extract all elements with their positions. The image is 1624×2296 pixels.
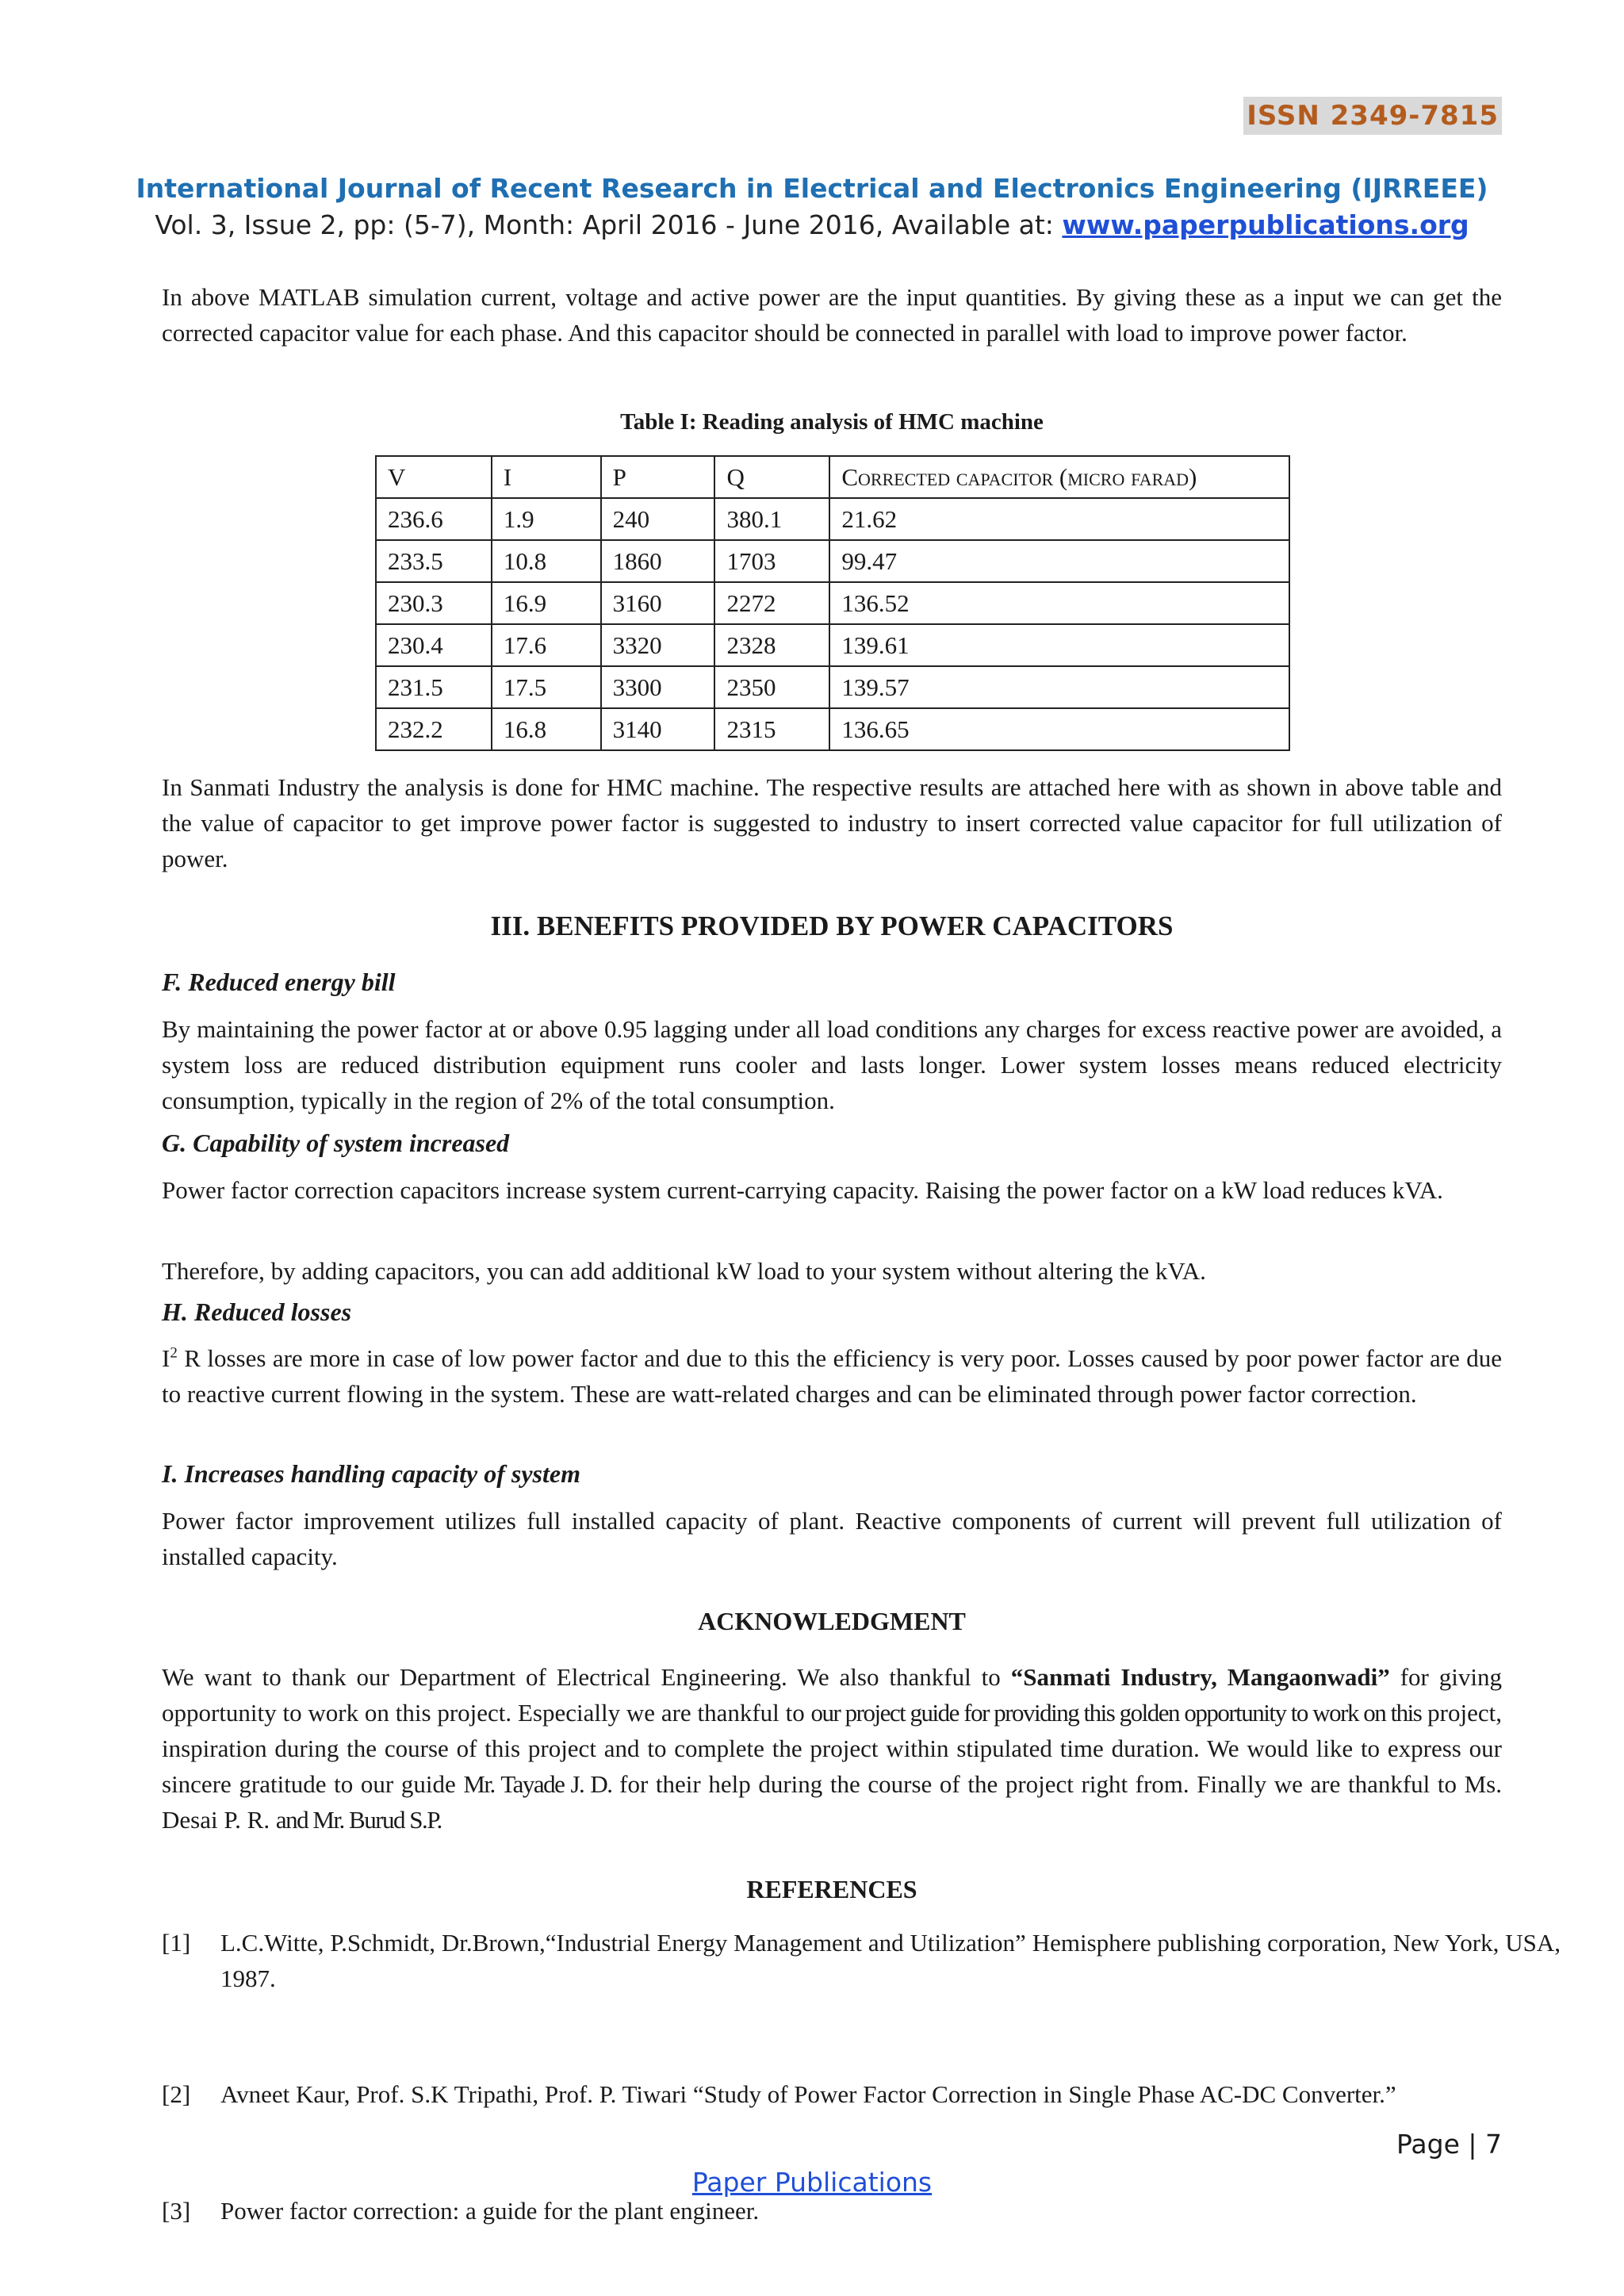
header-q: Q — [714, 456, 829, 498]
website-link[interactable]: www.paperpublications.org — [1062, 209, 1469, 240]
header-corrected-capacitor: Corrected capacitor (micro farad) — [829, 456, 1289, 498]
ack-part-2: for giving opportunity to work on this project. Especially we are thankful to — [162, 1663, 1502, 1727]
subsection-g-heading: G. Capability of system increased — [162, 1129, 510, 1157]
subsection-i-heading: I. Increases handling capacity of system — [162, 1459, 580, 1488]
reading-table — [375, 455, 1290, 751]
ack-part-4: for their help during the course of the project right from. Finally we are thankful to Ms. Desai P. R. — [162, 1770, 1502, 1834]
section-title: III. BENEFITS PROVIDED BY POWER CAPACITORS — [490, 910, 1174, 941]
reference-text: L.C.Witte, P.Schmidt, Dr.Brown,“Industrial Energy Management and Utilization” Hemisphere publishing corporation, New York, USA, 1987. — [220, 1929, 1561, 1992]
ack-part-1: We want to thank our Department of Electrical Engineering. We also thankful to — [162, 1663, 1011, 1691]
ack-names: and Mr. Burud S.P. — [275, 1806, 442, 1834]
volume-text: Vol. 3, Issue 2, pp: (5-7), Month: April 2016 - June 2016, Available at: — [155, 209, 1063, 240]
cell-v: 230.4 — [376, 624, 492, 666]
cell-i: 17.6 — [492, 624, 601, 666]
cell-q: 2350 — [714, 666, 829, 708]
table-row — [376, 666, 1289, 708]
cell-capacitor: 21.62 — [829, 498, 1289, 540]
reference-item — [162, 2193, 1561, 2229]
header-i: I — [492, 456, 601, 498]
cell-p: 3300 — [601, 666, 715, 708]
cell-i: 10.8 — [492, 540, 601, 582]
subsection-h-heading: H. Reduced losses — [162, 1297, 352, 1326]
cell-v: 230.3 — [376, 582, 492, 624]
cell-v: 232.2 — [376, 708, 492, 750]
after-table-paragraph: In Sanmati Industry the analysis is done for HMC machine. The respective results are attached here with as shown in above table and the value of capacitor to get improve power factor is suggested to industry to insert corrected value capacitor for full utilization of power. — [162, 773, 1502, 872]
table-row — [376, 624, 1289, 666]
intro-paragraph: In above MATLAB simulation current, voltage and active power are the input quantities. By giving these as a input we can get the corrected capacitor value for each phase. And this capacitor should be connected in parallel with load to improve power factor. — [162, 283, 1502, 347]
subsection-i-text: Power factor improvement utilizes full installed capacity of plant. Reactive components of current will prevent full utilization of installed capacity. — [162, 1507, 1502, 1570]
table-row — [376, 708, 1289, 750]
references-heading: REFERENCES — [746, 1875, 917, 1903]
cell-capacitor: 139.61 — [829, 624, 1289, 666]
page-number: Page | 7 — [1396, 2129, 1502, 2160]
reference-number: [1] — [162, 1929, 191, 1957]
cell-v: 236.6 — [376, 498, 492, 540]
cell-i: 16.8 — [492, 708, 601, 750]
cell-q: 2328 — [714, 624, 829, 666]
subsection-f-text: By maintaining the power factor at or above 0.95 lagging under all load conditions any charges for excess reactive power are avoided, a system loss are reduced distribution equipment runs cooler and lasts longer. Lower system losses means reduced electricity consumption, typically in the region of 2% of the total consumption. — [162, 1015, 1502, 1114]
cell-capacitor: 136.65 — [829, 708, 1289, 750]
cell-p: 240 — [601, 498, 715, 540]
table-row — [376, 498, 1289, 540]
ack-guide-name: Mr. Tayade J. D. — [463, 1770, 612, 1798]
subsection-f-heading: F. Reduced energy bill — [162, 968, 396, 996]
reference-text: Power factor correction: a guide for the plant engineer. — [220, 2197, 760, 2225]
cell-p: 1860 — [601, 540, 715, 582]
cell-v: 233.5 — [376, 540, 492, 582]
header-v: V — [376, 456, 492, 498]
cell-i: 17.5 — [492, 666, 601, 708]
reference-text: Avneet Kaur, Prof. S.K Tripathi, Prof. P. Tiwari “Study of Power Factor Correction in Single Phase AC-DC Converter.” — [220, 2080, 1396, 2108]
table-caption: Table I: Reading analysis of HMC machine — [620, 409, 1044, 435]
publisher-link[interactable]: Paper Publications — [691, 2167, 933, 2198]
reference-number: [3] — [162, 2197, 191, 2225]
acknowledgment-text — [162, 1659, 1502, 1838]
cell-q: 1703 — [714, 540, 829, 582]
cell-p: 3160 — [601, 582, 715, 624]
i-letter: I — [162, 1344, 170, 1372]
ack-guide-phrase: our project guide for providing this golden opportunity to work on this — [810, 1699, 1422, 1727]
reference-item — [162, 2076, 1561, 2112]
cell-capacitor: 136.52 — [829, 582, 1289, 624]
cell-capacitor: 99.47 — [829, 540, 1289, 582]
cell-i: 16.9 — [492, 582, 601, 624]
acknowledgment-heading: ACKNOWLEDGMENT — [698, 1607, 966, 1635]
cell-q: 2272 — [714, 582, 829, 624]
cell-capacitor: 139.57 — [829, 666, 1289, 708]
cell-q: 2315 — [714, 708, 829, 750]
ack-industry-name: “Sanmati Industry, Mangaonwadi” — [1010, 1663, 1390, 1691]
cell-q: 380.1 — [714, 498, 829, 540]
table-row — [376, 540, 1289, 582]
ack-part-3: project, inspiration during the course of this project and to complete the project within stipulated time duration. We would like to express our sincere gratitude to our guide — [162, 1699, 1502, 1798]
subsection-h-body: R losses are more in case of low power factor and due to this the efficiency is very poor. Losses caused by poor power factor are due to reactive current flowing in the system. These are watt-related charges and can be eliminated through power factor correction. — [162, 1344, 1502, 1408]
subsection-g-text-2: Therefore, by adding capacitors, you can add additional kW load to your system without altering the kVA. — [162, 1257, 1206, 1285]
cell-p: 3140 — [601, 708, 715, 750]
reference-item — [162, 1925, 1561, 1996]
table-header-row — [376, 456, 1289, 498]
volume-line — [0, 209, 1624, 240]
header-p: P — [601, 456, 715, 498]
subsection-g-text: Power factor correction capacitors increase system current-carrying capacity. Raising the power factor on a kW load reduces kVA. — [162, 1176, 1443, 1204]
journal-title: International Journal of Recent Research in Electrical and Electronics Engineering (IJRREEE) — [136, 173, 1488, 204]
reference-number: [2] — [162, 2080, 191, 2108]
cell-v: 231.5 — [376, 666, 492, 708]
table-row — [376, 582, 1289, 624]
cell-i: 1.9 — [492, 498, 601, 540]
cell-p: 3320 — [601, 624, 715, 666]
subsection-h-text — [162, 1340, 1502, 1412]
issn-label: ISSN 2349-7815 — [1243, 97, 1502, 135]
superscript-two: 2 — [170, 1344, 178, 1362]
